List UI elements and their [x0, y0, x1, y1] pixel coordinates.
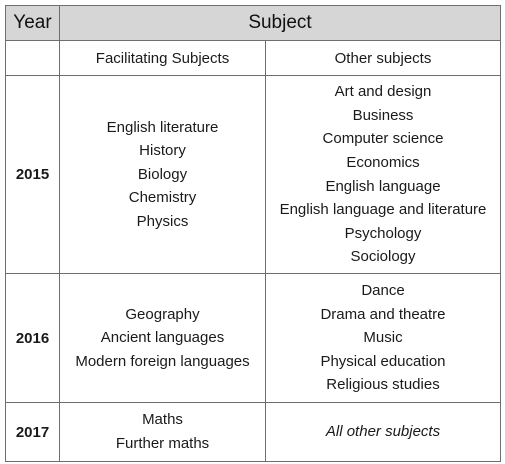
list-item: Psychology	[344, 224, 422, 242]
subject-list	[266, 80, 500, 269]
list-item: Drama and theatre	[320, 305, 446, 323]
list-item: Chemistry	[128, 189, 197, 207]
list-item: Geography	[125, 305, 200, 323]
subject-header: Subject	[60, 6, 501, 41]
list-item: Biology	[137, 165, 188, 183]
other-subjects-header: Other subjects	[266, 41, 501, 76]
list-item: English language and literature	[279, 201, 487, 219]
list-item: Economics	[346, 153, 420, 171]
list-item: Physics	[136, 212, 189, 230]
subject-list	[60, 408, 265, 455]
table-subheader-row	[6, 41, 501, 76]
subjects-table	[5, 5, 501, 462]
list-item: Computer science	[322, 130, 444, 148]
year-cell: 2017	[6, 403, 60, 462]
year-cell: 2015	[6, 76, 60, 274]
year-header: Year	[6, 6, 60, 41]
list-item: Maths	[142, 411, 183, 429]
table-row	[6, 76, 501, 274]
subject-list	[266, 279, 500, 397]
list-item: All other subjects	[325, 423, 441, 441]
table-header-row	[6, 6, 501, 41]
empty-subheader-cell	[6, 41, 60, 76]
list-item: Physical education	[320, 352, 446, 370]
list-item: English language	[325, 177, 441, 195]
table-row	[6, 274, 501, 403]
facilitating-subjects-header: Facilitating Subjects	[60, 41, 266, 76]
list-item: Art and design	[334, 83, 432, 101]
list-item: English literature	[106, 118, 219, 136]
year-cell: 2016	[6, 274, 60, 403]
list-item: Modern foreign languages	[75, 352, 250, 370]
subject-list	[60, 303, 265, 374]
facilitating-cell	[60, 274, 266, 403]
list-item: Dance	[361, 282, 405, 300]
other-cell	[266, 76, 501, 274]
other-cell	[266, 274, 501, 403]
subject-list	[266, 420, 500, 444]
list-item: Ancient languages	[100, 329, 225, 347]
facilitating-cell	[60, 403, 266, 462]
list-item: Sociology	[350, 248, 416, 266]
table-row	[6, 403, 501, 462]
list-item: History	[139, 142, 186, 160]
list-item: Music	[363, 329, 403, 347]
other-cell	[266, 403, 501, 462]
list-item: Religious studies	[326, 376, 440, 394]
facilitating-cell	[60, 76, 266, 274]
list-item: Further maths	[115, 435, 210, 452]
subject-list	[60, 116, 265, 234]
list-item: Business	[352, 106, 414, 124]
